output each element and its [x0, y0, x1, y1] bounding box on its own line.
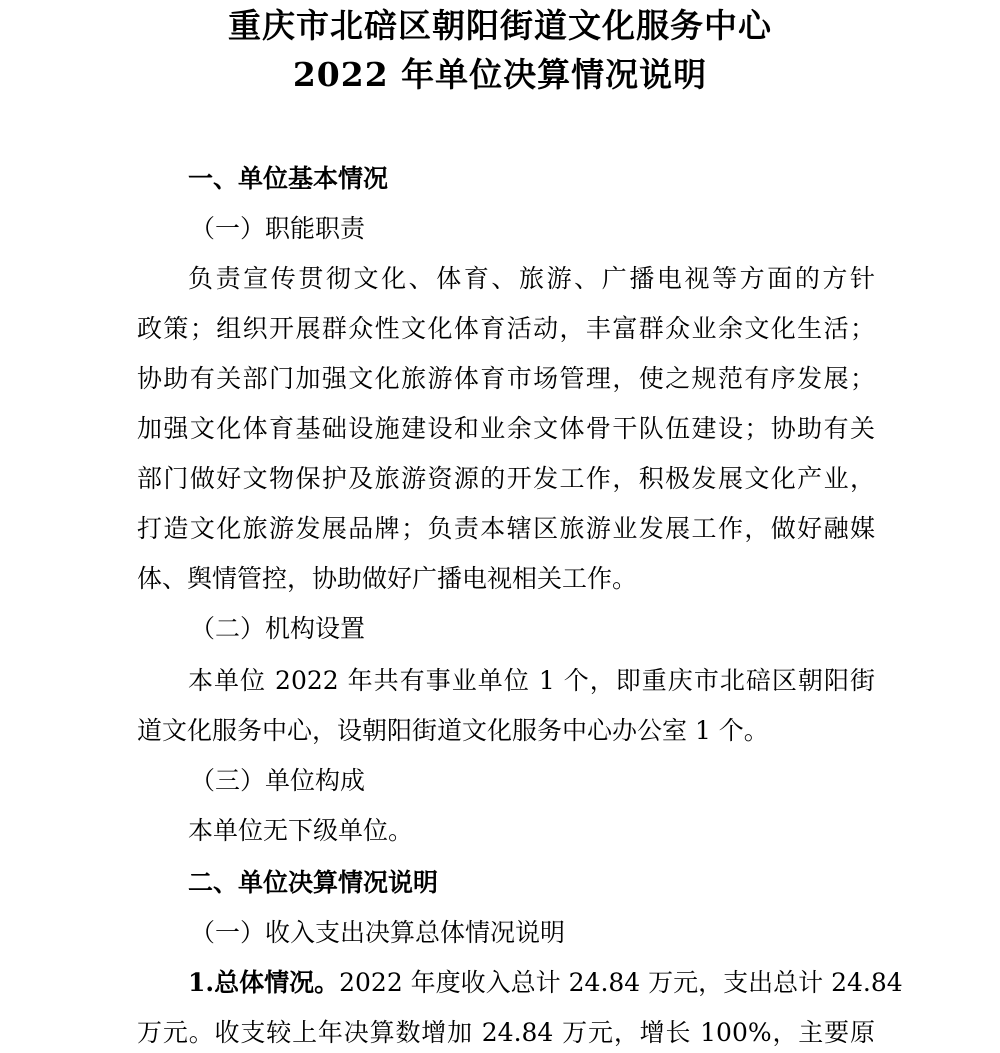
document-title-line-2: 2022 年单位决算情况说明	[292, 55, 708, 94]
paragraph-line: 加强文化体育基础设施建设和业余文体骨干队伍建设；协助有关	[137, 414, 875, 443]
overall-label: 1.总体情况。	[188, 968, 340, 997]
subsection-heading-composition: （三）单位构成	[190, 766, 366, 795]
overall-text: 2022 年度收入总计 24.84 万元，支出总计 24.84	[339, 968, 903, 997]
paragraph-line: 体、舆情管控，协助做好广播电视相关工作。	[137, 564, 638, 593]
paragraph-line: 打造文化旅游发展品牌；负责本辖区旅游业发展工作，做好融媒	[137, 514, 875, 543]
subsection-heading-functions: （一）职能职责	[190, 214, 366, 243]
section-heading-basic-info: 一、单位基本情况	[188, 164, 389, 193]
paragraph-line-overall	[188, 966, 903, 1000]
section-heading-final-accounts: 二、单位决算情况说明	[188, 868, 439, 897]
subsection-heading-organization: （二）机构设置	[190, 614, 366, 643]
paragraph-line: 道文化服务中心，设朝阳街道文化服务中心办公室 1 个。	[137, 716, 769, 745]
paragraph-line: 政策；组织开展群众性文化体育活动，丰富群众业余文化生活；	[137, 314, 875, 343]
paragraph-line: 部门做好文物保护及旅游资源的开发工作，积极发展文化产业，	[137, 464, 875, 493]
paragraph-line: 协助有关部门加强文化旅游体育市场管理，使之规范有序发展；	[137, 364, 875, 393]
paragraph-line: 本单位无下级单位。	[188, 816, 414, 845]
paragraph-line: 负责宣传贯彻文化、体育、旅游、广播电视等方面的方针	[188, 264, 875, 293]
paragraph-line: 万元。收支较上年决算数增加 24.84 万元，增长 100%，主要原	[137, 1018, 875, 1047]
document-title-line-1: 重庆市北碚区朝阳街道文化服务中心	[228, 6, 772, 45]
paragraph-line: 本单位 2022 年共有事业单位 1 个，即重庆市北碚区朝阳街	[188, 666, 875, 695]
subsection-heading-income-expenditure: （一）收入支出决算总体情况说明	[190, 918, 566, 947]
